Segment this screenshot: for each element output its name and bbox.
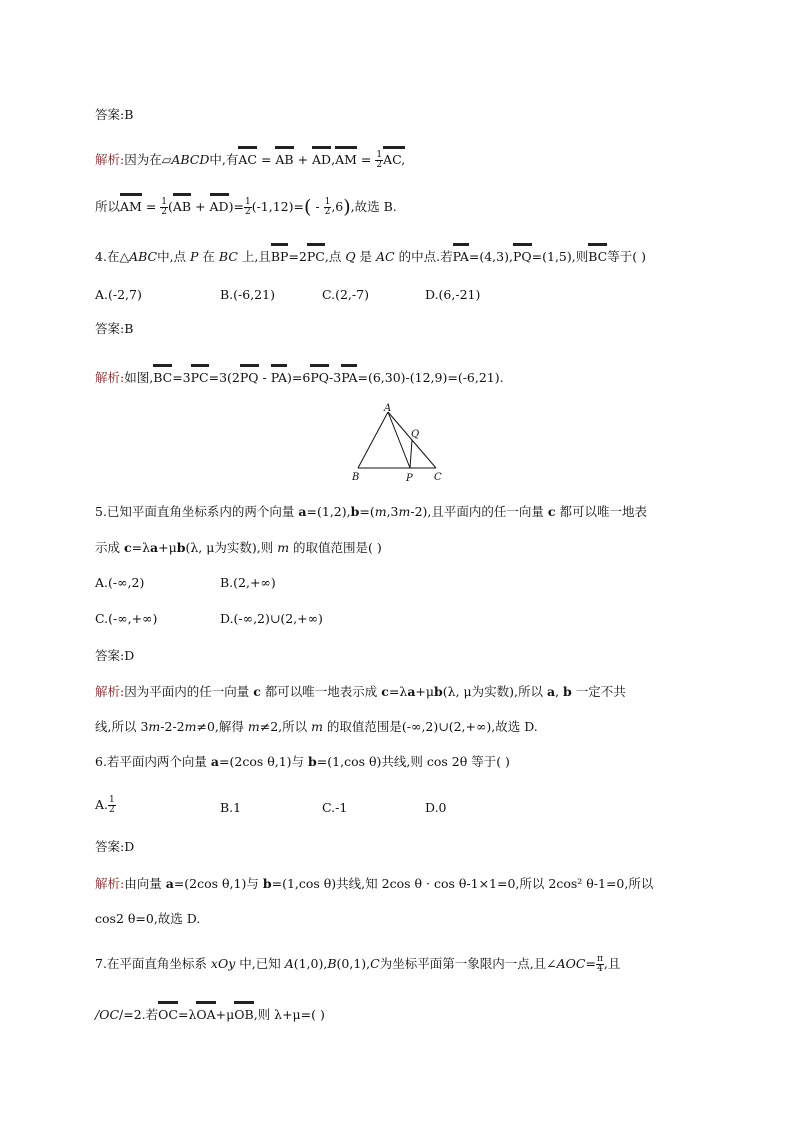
q4-option-d: D.(6,-21) [425, 287, 481, 302]
question-5-line2: 示成 c=λa+μb(λ, μ为实数),则 m 的取值范围是( ) [95, 540, 382, 555]
label-a: A [384, 403, 392, 414]
q4-option-a: A.(-2,7) [95, 287, 142, 302]
triangle-figure [352, 402, 448, 484]
analysis-5-line2: 线,所以 3m-2-2m≠0,解得 m≠2,所以 m 的取值范围是(-∞,2)∪(2,+∞),故选 D. [95, 719, 538, 734]
analysis-5-line1: 解析:因为平面内的任一向量 c 都可以唯一地表示成 c=λa+μb(λ, μ为实数),所以 a, b 一定不共 [95, 684, 626, 699]
q6-option-b: B.1 [220, 800, 242, 815]
label-p: P [406, 473, 413, 484]
question-6: 6.若平面内两个向量 a=(2cos θ,1)与 b=(1,cos θ)共线,则 cos 2θ 等于( ) [95, 754, 510, 769]
q4-option-b: B.(-6,21) [220, 287, 275, 302]
q5-option-c: C.(-∞,+∞) [95, 611, 158, 626]
answer-5: 答案:D [95, 648, 135, 663]
label-q: Q [411, 429, 420, 440]
question-4: 4.在△ABC中,点 P 在 BC 上,且BP=2PC,点 Q 是 AC 的中点.若PA=(4,3),PQ=(1,5),则BC等于( ) [95, 245, 646, 266]
edge-pq [410, 440, 412, 468]
answer-3: 答案:B [95, 107, 134, 122]
analysis-3-line1: 解析:因为在▱ABCD中,有AC = AB + AD,AM = $\frac{1}{2}$ AC, [95, 150, 406, 170]
question-7-line1: 7.在平面直角坐标系 xOy 中,已知 A(1,0),B(0,1),C为坐标平面第一象限内一点,且∠AOC= $\frac{\pi}{4}$ ,且 [95, 954, 621, 974]
question-7-line2: /OC/=2.若OC=λOA+μOB,则 λ+μ=( ) [95, 1003, 325, 1024]
q6-option-a: A. $\frac{1}{2}$ [95, 795, 115, 815]
question-5-line1: 5.已知平面直角坐标系内的两个向量 a=(1,2),b=(m,3m-2),且平面内的任一向量 c 都可以唯一地表 [95, 504, 647, 519]
analysis-3-line2: 所以AM = $\frac{1}{2}$ (AB + AD)= $\frac{1}{2}$ (-1,12)=( - $\frac{1}{2}$ ,6),故选 B. [95, 196, 397, 218]
label-c: C [434, 472, 442, 483]
q5-option-d: D.(-∞,2)∪(2,+∞) [220, 611, 323, 626]
edge-ab [358, 412, 388, 468]
q4-option-c: C.(2,-7) [322, 287, 369, 302]
analysis-6-line1: 解析:由向量 a=(2cos θ,1)与 b=(1,cos θ)共线,知 2cos θ · cos θ-1×1=0,所以 2cos² θ-1=0,所以 [95, 876, 654, 891]
analysis-6-line2: cos2 θ=0,故选 D. [95, 911, 201, 926]
edge-ap [388, 412, 410, 468]
q6-option-d: D.0 [425, 800, 447, 815]
analysis-4: 解析:如图,BC=3PC=3(2PQ - PA)=6PQ-3PA=(6,30)-(12,9)=(-6,21). [95, 366, 504, 387]
answer-6: 答案:D [95, 839, 135, 854]
label-b: B [352, 472, 360, 483]
q5-option-b: B.(2,+∞) [220, 575, 276, 590]
answer-4: 答案:B [95, 321, 134, 336]
q5-option-a: A.(-∞,2) [95, 575, 145, 590]
q6-option-c: C.-1 [322, 800, 348, 815]
